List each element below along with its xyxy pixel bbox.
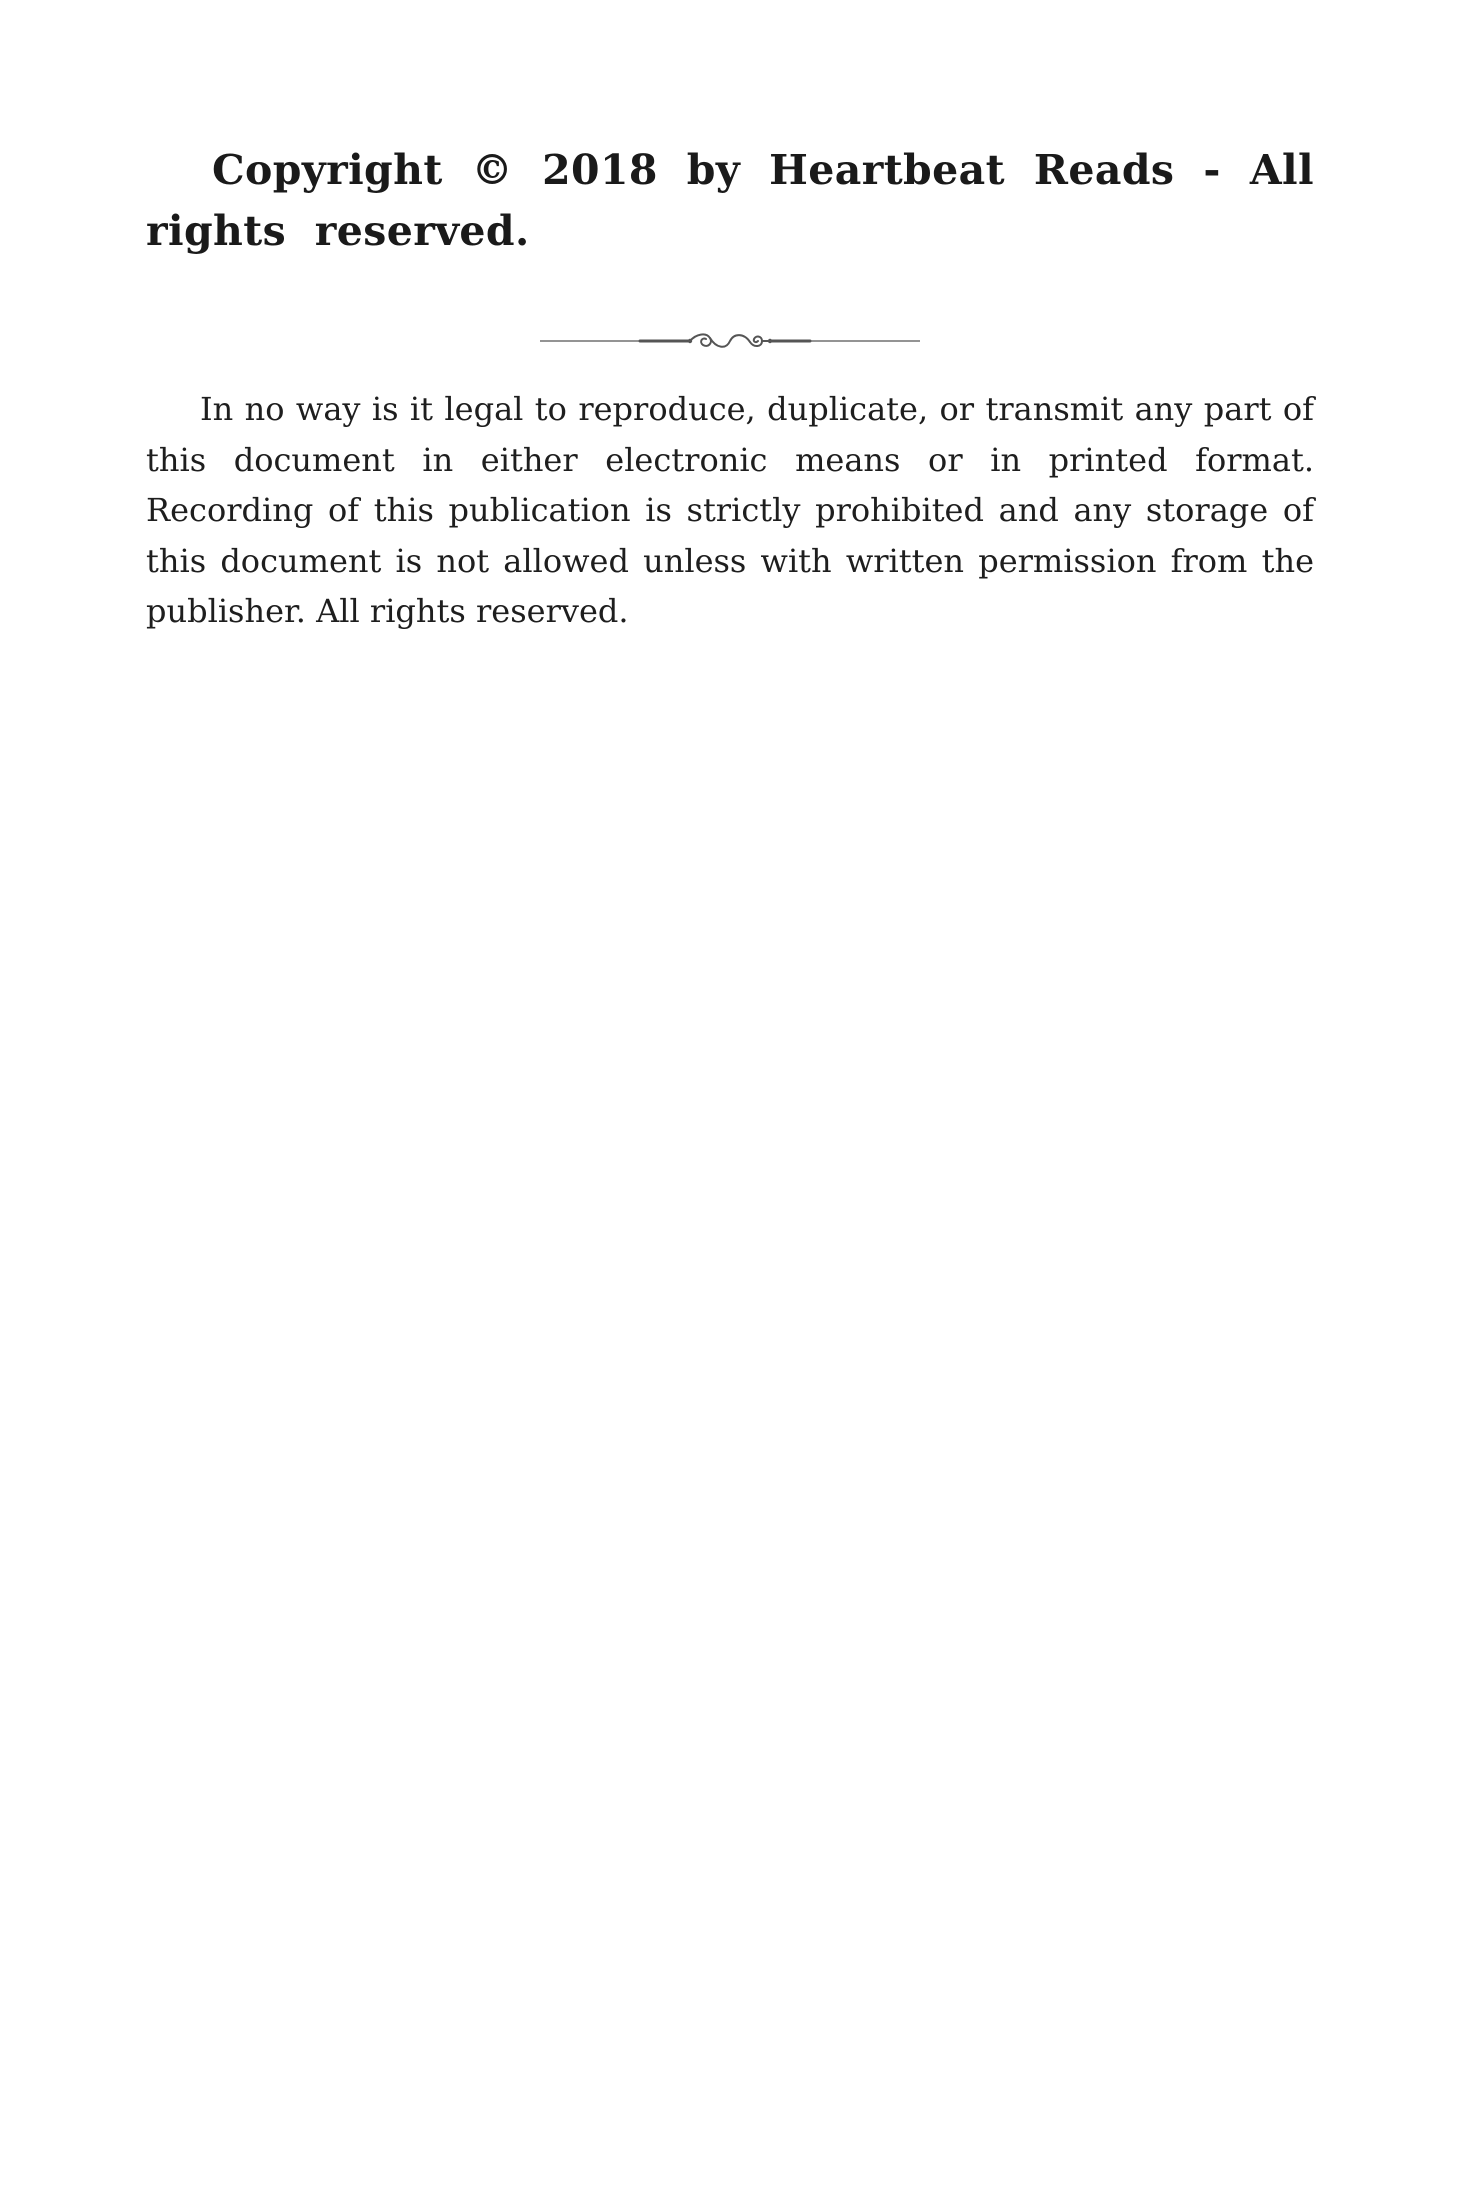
copyright-heading: Copyright © 2018 by Heartbeat Reads - All rights reserved. — [146, 146, 1314, 255]
page-content — [146, 140, 1314, 637]
flourish-divider-icon — [540, 324, 920, 358]
copyright-notice-paragraph: In no way is it legal to reproduce, duplicate, or transmit any part of this document in either electronic means or in printed format. Recording of this publication is strictly prohibited and any storage of this document is not allowed unless with written permission from the publisher. All rights reserved. — [146, 390, 1314, 630]
